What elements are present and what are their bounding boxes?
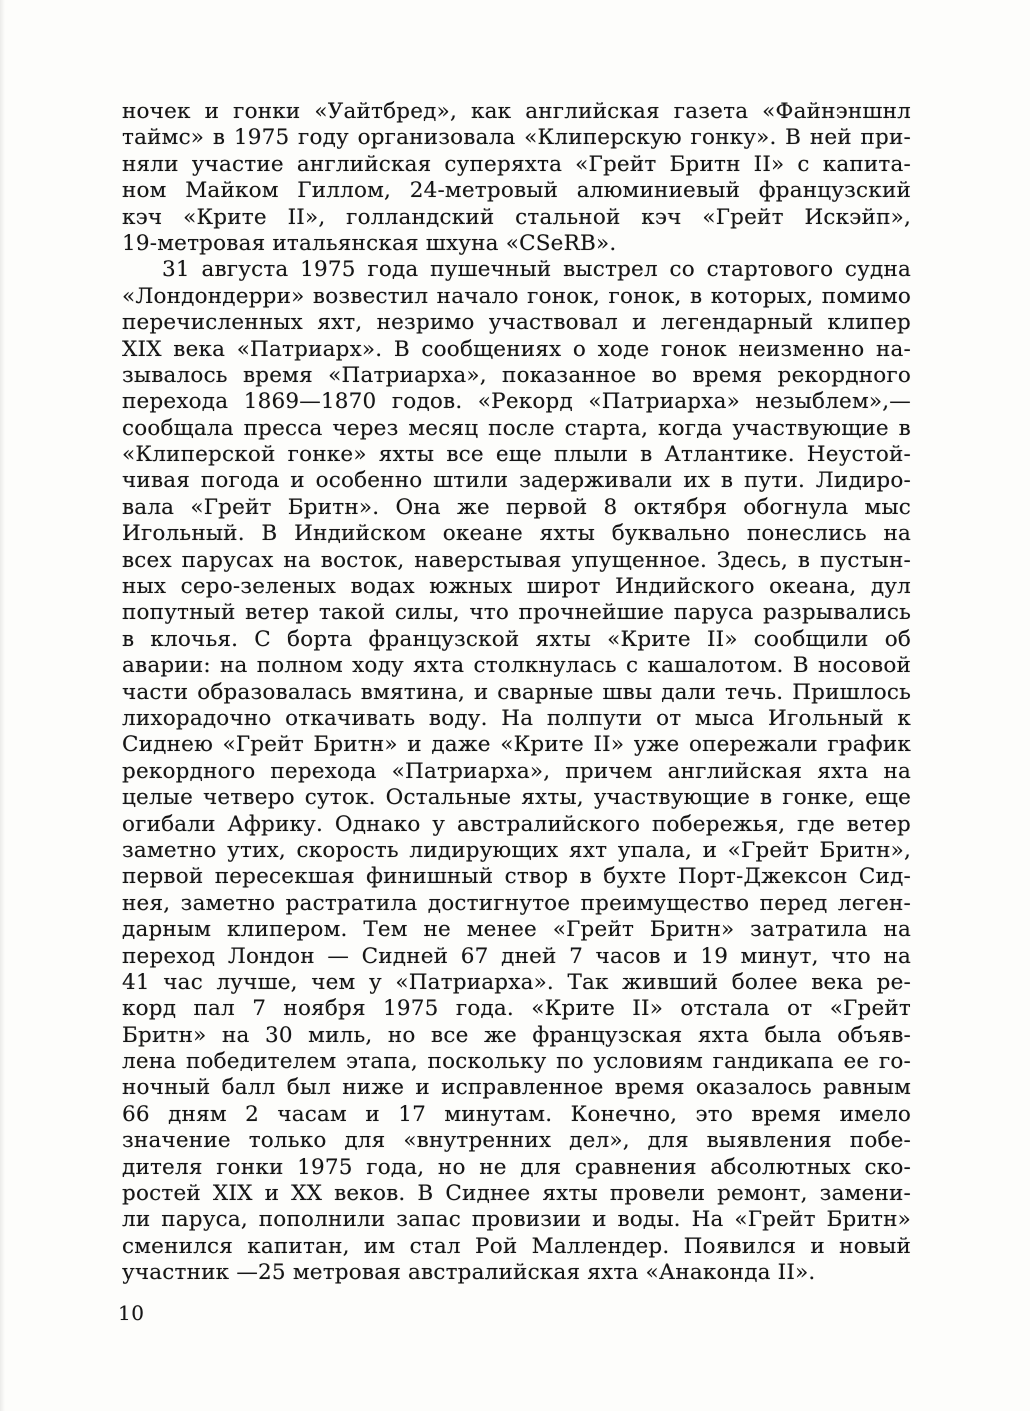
text-line: части образовалась вмятина, и сварные швы дали течь. Пришлось: [122, 679, 911, 705]
text-line: ном Майком Гиллом, 24-метровый алюминиевый французский: [122, 178, 911, 204]
text-line: Сиднею «Грейт Бритн» и даже «Крите II» уже опережали график: [122, 732, 911, 758]
text-line: лихорадочно откачивать воду. На полпути от мыса Игольный к: [122, 705, 911, 731]
text-line: 31 августа 1975 года пушечный выстрел со стартового судна: [162, 257, 911, 283]
text-line: дителя гонки 1975 года, но не для сравнения абсолютных ско-: [122, 1154, 911, 1180]
text-line: Бритн» на 30 миль, но все же французская яхта была объяв-: [122, 1022, 911, 1048]
text-line: дарным клипером. Тем не менее «Грейт Бритн» затратила на: [122, 917, 911, 943]
text-line: 66 дням 2 часам и 17 минутам. Конечно, это время имело: [122, 1101, 911, 1127]
text-line: заметно утих, скорость лидирующих яхт упала, и «Грейт Бритн»,: [122, 837, 911, 863]
text-line: огибали Африку. Однако у австралийского побережья, где ветер: [122, 811, 911, 837]
text-line: кэч «Крите II», голландский стальной кэч «Грейт Искэйп»,: [122, 204, 911, 230]
paragraph: [122, 257, 911, 1286]
text-line: зывалось время «Патриарха», показанное во время рекордного: [122, 362, 911, 388]
text-line: ли паруса, пополнили запас провизии и воды. На «Грейт Бритн»: [122, 1207, 911, 1233]
text-line: участник —25 метровая австралийская яхта «Анаконда II».: [122, 1260, 816, 1286]
text-line: ночек и гонки «Уайтбред», как английская газета «Файнэншнл: [122, 99, 911, 124]
text-line: нея, заметно растратила достигнутое преимущество перед леген-: [122, 890, 911, 916]
text-line: 41 час лучше, чем у «Патриарха». Так живший более века ре-: [122, 969, 911, 995]
text-line: таймс» в 1975 году организовала «Клиперскую гонку». В ней при-: [122, 125, 911, 151]
text-line: целые четверо суток. Остальные яхты, участвующие в гонке, еще: [122, 785, 911, 811]
text-line: «Лондондерри» возвестил начало гонок, гонок, в которых, помимо: [122, 283, 911, 309]
text-line: няли участие английская суперяхта «Грейт Бритн II» с капита-: [122, 151, 911, 177]
text-line: ных серо-зеленых водах южных широт Индийского океана, дул: [122, 574, 911, 600]
paragraph: [122, 99, 911, 257]
text-line: переход Лондон — Сидней 67 дней 7 часов и 19 минут, что на: [122, 943, 911, 969]
text-line: сообщала пресса через месяц после старта, когда участвующие в: [122, 415, 911, 441]
text-line: попутный ветер такой силы, что прочнейшие паруса разрывались: [122, 600, 911, 626]
text-block: [122, 99, 911, 1287]
text-line: значение только для «внутренних дел», для выявления побе-: [122, 1128, 911, 1154]
text-line: чивая погода и особенно штили задерживали их в пути. Лидиро-: [122, 468, 911, 494]
text-line: вала «Грейт Бритн». Она же первой 8 октября обогнула мыс: [122, 494, 911, 520]
text-line: сменился капитан, им стал Рой Маллендер. Появился и новый: [122, 1233, 911, 1259]
text-line: ростей XIX и XX веков. В Сиднее яхты провели ремонт, замени-: [122, 1181, 911, 1207]
text-line: в клочья. С борта французской яхты «Крите II» сообщили об: [122, 626, 911, 652]
text-line: ночный балл был ниже и исправленное время оказалось равным: [122, 1075, 911, 1101]
text-line: корд пал 7 ноября 1975 года. «Крите II» отстала от «Грейт: [122, 996, 911, 1022]
text-line: перечисленных яхт, незримо участвовал и легендарный клипер: [122, 310, 911, 336]
text-line: 19-метровая итальянская шхуна «CSeRB».: [122, 230, 617, 256]
text-line: «Клиперской гонке» яхты все еще плыли в Атлантике. Неустой-: [122, 442, 911, 468]
text-line: всех парусах на восток, наверстывая упущенное. Здесь, в пустын-: [122, 547, 911, 573]
text-line: рекордного перехода «Патриарха», причем английская яхта на: [122, 758, 911, 784]
text-line: XIX века «Патриарх». В сообщениях о ходе гонок неизменно на-: [122, 336, 911, 362]
text-line: перехода 1869—1870 годов. «Рекорд «Патриарха» незыблем»,—: [122, 389, 911, 415]
page-number: 10: [118, 1301, 145, 1325]
text-line: аварии: на полном ходу яхта столкнулась с кашалотом. В носовой: [122, 653, 911, 679]
text-line: лена победителем этапа, поскольку по условиям гандикапа ее го-: [122, 1049, 911, 1075]
text-line: Игольный. В Индийском океане яхты буквально понеслись на: [122, 521, 911, 547]
text-line: первой пересекшая финишный створ в бухте Порт-Джексон Сид-: [122, 864, 911, 890]
scan-edge-shadow: [0, 0, 5, 1411]
